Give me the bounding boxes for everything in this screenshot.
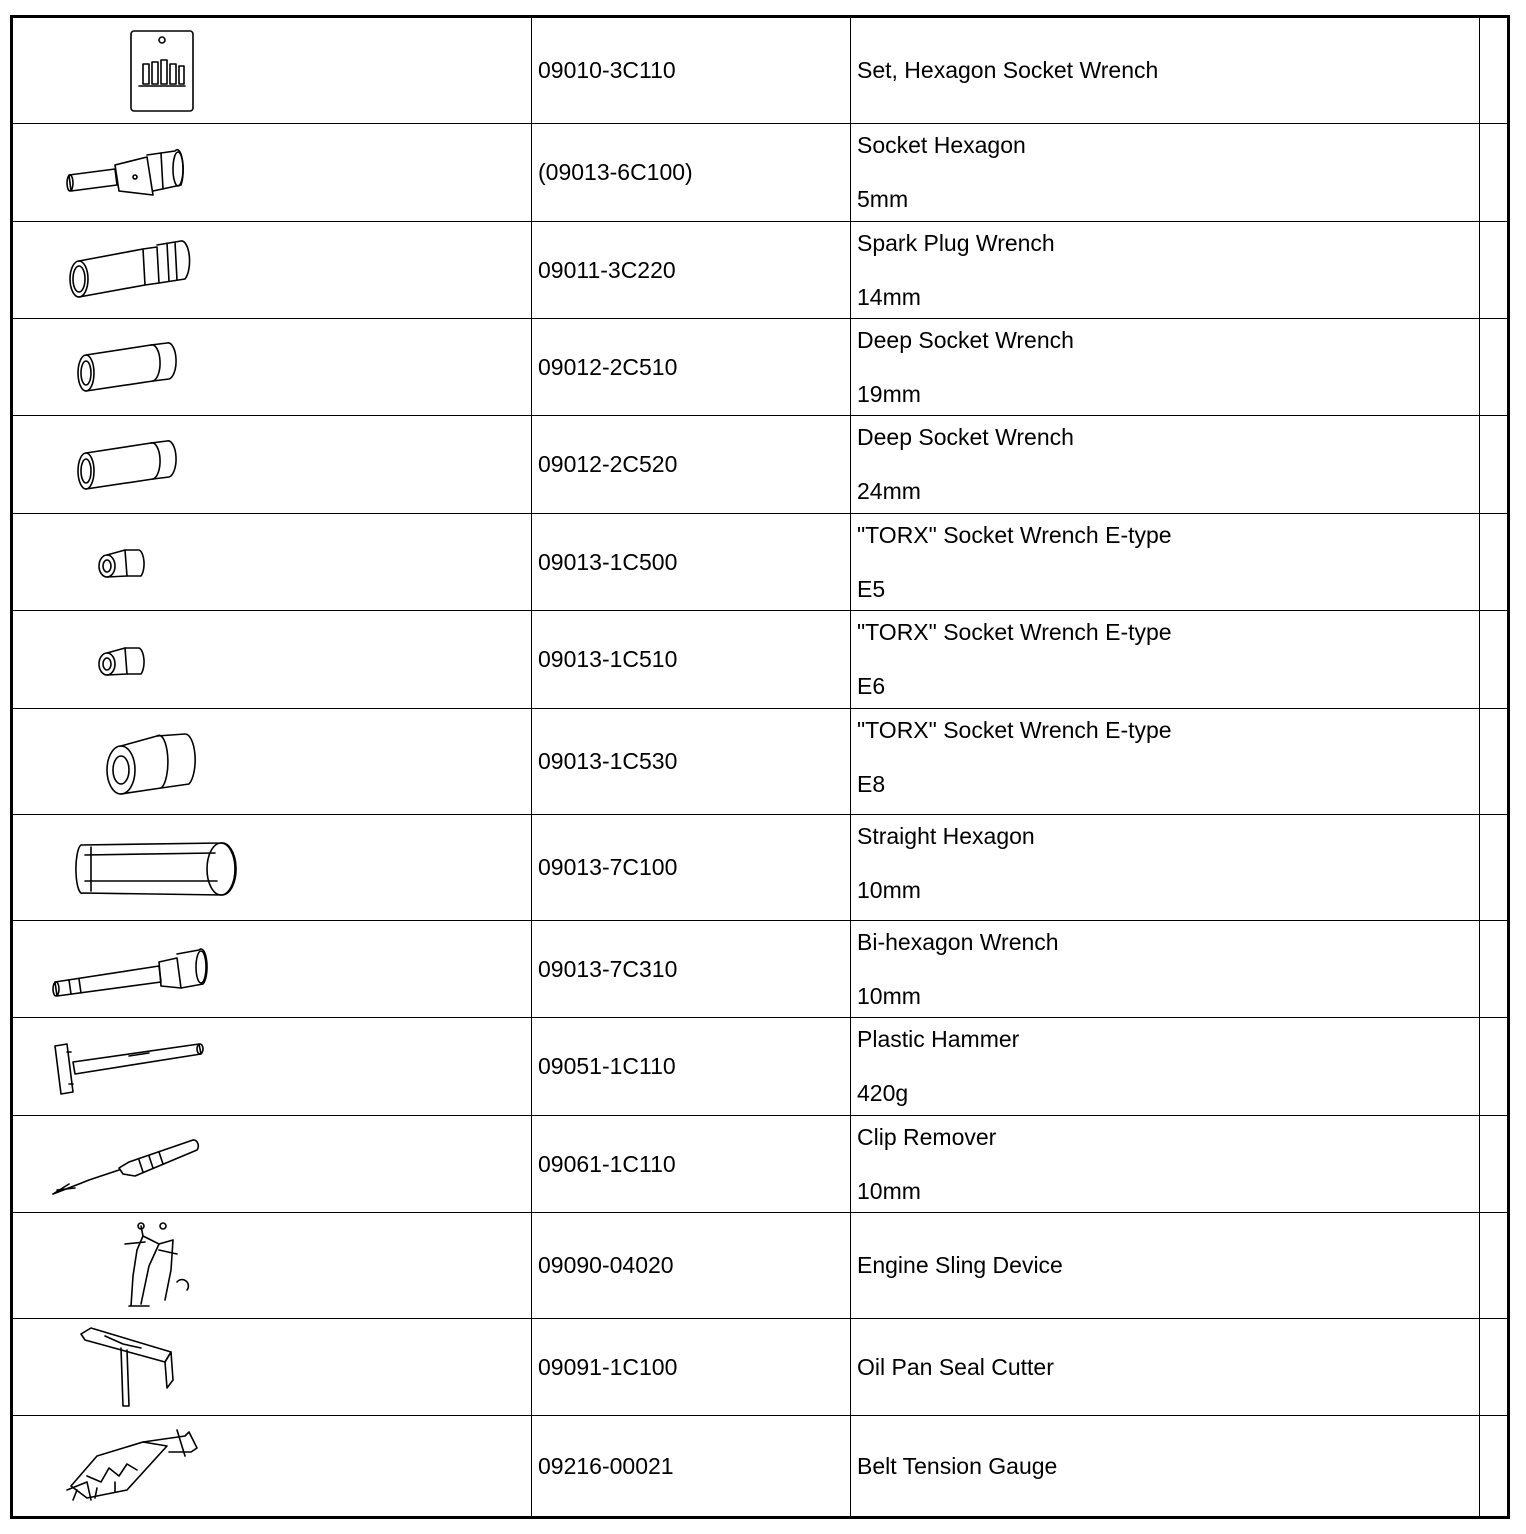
tool-size: 24mm [857,478,921,504]
seal-cutter-icon [75,1322,185,1412]
tool-description [851,1319,1480,1415]
tool-description [851,18,1480,123]
part-number: 09051-1C110 [538,1053,676,1079]
tool-description [851,1116,1480,1212]
torx-socket-icon [95,540,155,584]
table-row [13,1319,1507,1416]
tool-illustration-cell [13,416,531,513]
table-row [13,319,1507,416]
table-row [13,1416,1507,1516]
tool-size: E6 [857,673,886,699]
tool-illustration-cell [13,1116,531,1212]
torx-socket-icon [95,638,155,682]
tool-name: "TORX" Socket Wrench E-type [857,619,1172,645]
tool-illustration-cell [13,709,531,814]
part-number: 09011-3C220 [538,256,676,283]
tool-illustration-cell [13,514,531,610]
tool-name: "TORX" Socket Wrench E-type [857,522,1172,548]
tool-name: Engine Sling Device [857,1252,1063,1278]
tool-size: E8 [857,771,886,797]
tool-illustration-cell [13,319,531,415]
table-row [13,222,1507,319]
tool-size: 10mm [857,983,921,1009]
tool-size: 10mm [857,1178,921,1204]
tool-size: 19mm [857,381,921,407]
tool-description [851,222,1480,318]
part-number: 09012-2C520 [538,451,678,477]
tool-description [851,1416,1480,1516]
table-row [13,1213,1507,1319]
bi-hexagon-wrench-icon [49,936,209,1002]
table-row [13,921,1507,1018]
part-number: 09013-1C530 [538,748,678,774]
deep-socket-icon [71,337,181,397]
tool-description [851,514,1480,610]
special-tools-table [10,15,1510,1519]
part-number: 09091-1C100 [538,1353,678,1380]
table-row [13,18,1507,124]
plastic-hammer-icon [49,1032,209,1102]
part-number: 09061-1C110 [538,1150,676,1177]
tool-name: Set, Hexagon Socket Wrench [857,57,1159,83]
hex-socket-icon [63,145,193,201]
tool-illustration-cell [13,222,531,318]
tool-name: Straight Hexagon [857,823,1035,849]
tool-description [851,1213,1480,1318]
part-number: 09216-00021 [538,1452,674,1479]
tool-size: E5 [857,576,886,602]
tool-name: Deep Socket Wrench [857,327,1074,353]
tool-description [851,815,1480,920]
clip-remover-icon [49,1128,209,1200]
table-row [13,416,1507,514]
tool-illustration-cell [13,1018,531,1115]
tool-size: 420g [857,1080,909,1106]
tool-name: Bi-hexagon Wrench [857,929,1059,955]
tool-size: 14mm [857,284,921,310]
engine-sling-icon [119,1220,199,1312]
tool-description [851,1018,1480,1115]
deep-socket-icon [71,435,181,495]
spark-plug-wrench-icon [63,237,193,303]
tool-description [851,611,1480,708]
table-row [13,709,1507,815]
tool-illustration-cell [13,1213,531,1318]
tool-name: "TORX" Socket Wrench E-type [857,717,1172,743]
part-number: 09013-1C510 [538,646,678,672]
part-number: 09013-1C500 [538,548,678,575]
tool-description [851,124,1480,221]
belt-tension-gauge-icon [57,1426,207,1506]
tool-illustration-cell [13,1416,531,1516]
tool-name: Socket Hexagon [857,132,1026,158]
table-row [13,514,1507,611]
part-number: (09013-6C100) [538,159,693,185]
tool-name: Plastic Hammer [857,1026,1020,1052]
tool-illustration-cell [13,1319,531,1415]
tool-name: Deep Socket Wrench [857,424,1074,450]
straight-hexagon-icon [71,835,251,901]
part-number: 09012-2C510 [538,353,678,380]
hex-socket-set-icon [127,28,197,114]
table-row [13,815,1507,921]
tool-name: Spark Plug Wrench [857,230,1055,256]
tool-name: Clip Remover [857,1124,997,1150]
part-number: 09090-04020 [538,1252,674,1278]
tool-description [851,709,1480,814]
tool-illustration-cell [13,18,531,123]
part-number: 09013-7C310 [538,955,678,982]
tool-size: 10mm [857,877,921,903]
table-row [13,124,1507,222]
tool-size: 5mm [857,186,909,212]
tool-name: Oil Pan Seal Cutter [857,1353,1054,1380]
part-number: 09013-7C100 [538,854,678,880]
part-number: 09010-3C110 [538,57,676,83]
tool-illustration-cell [13,921,531,1017]
tool-illustration-cell [13,611,531,708]
torx-socket-large-icon [99,722,209,802]
tool-description [851,921,1480,1017]
tool-illustration-cell [13,815,531,920]
tool-description [851,416,1480,513]
table-row [13,1116,1507,1213]
table-row [13,611,1507,709]
tool-illustration-cell [13,124,531,221]
tool-description [851,319,1480,415]
table-row [13,1018,1507,1116]
tool-name: Belt Tension Gauge [857,1452,1058,1479]
